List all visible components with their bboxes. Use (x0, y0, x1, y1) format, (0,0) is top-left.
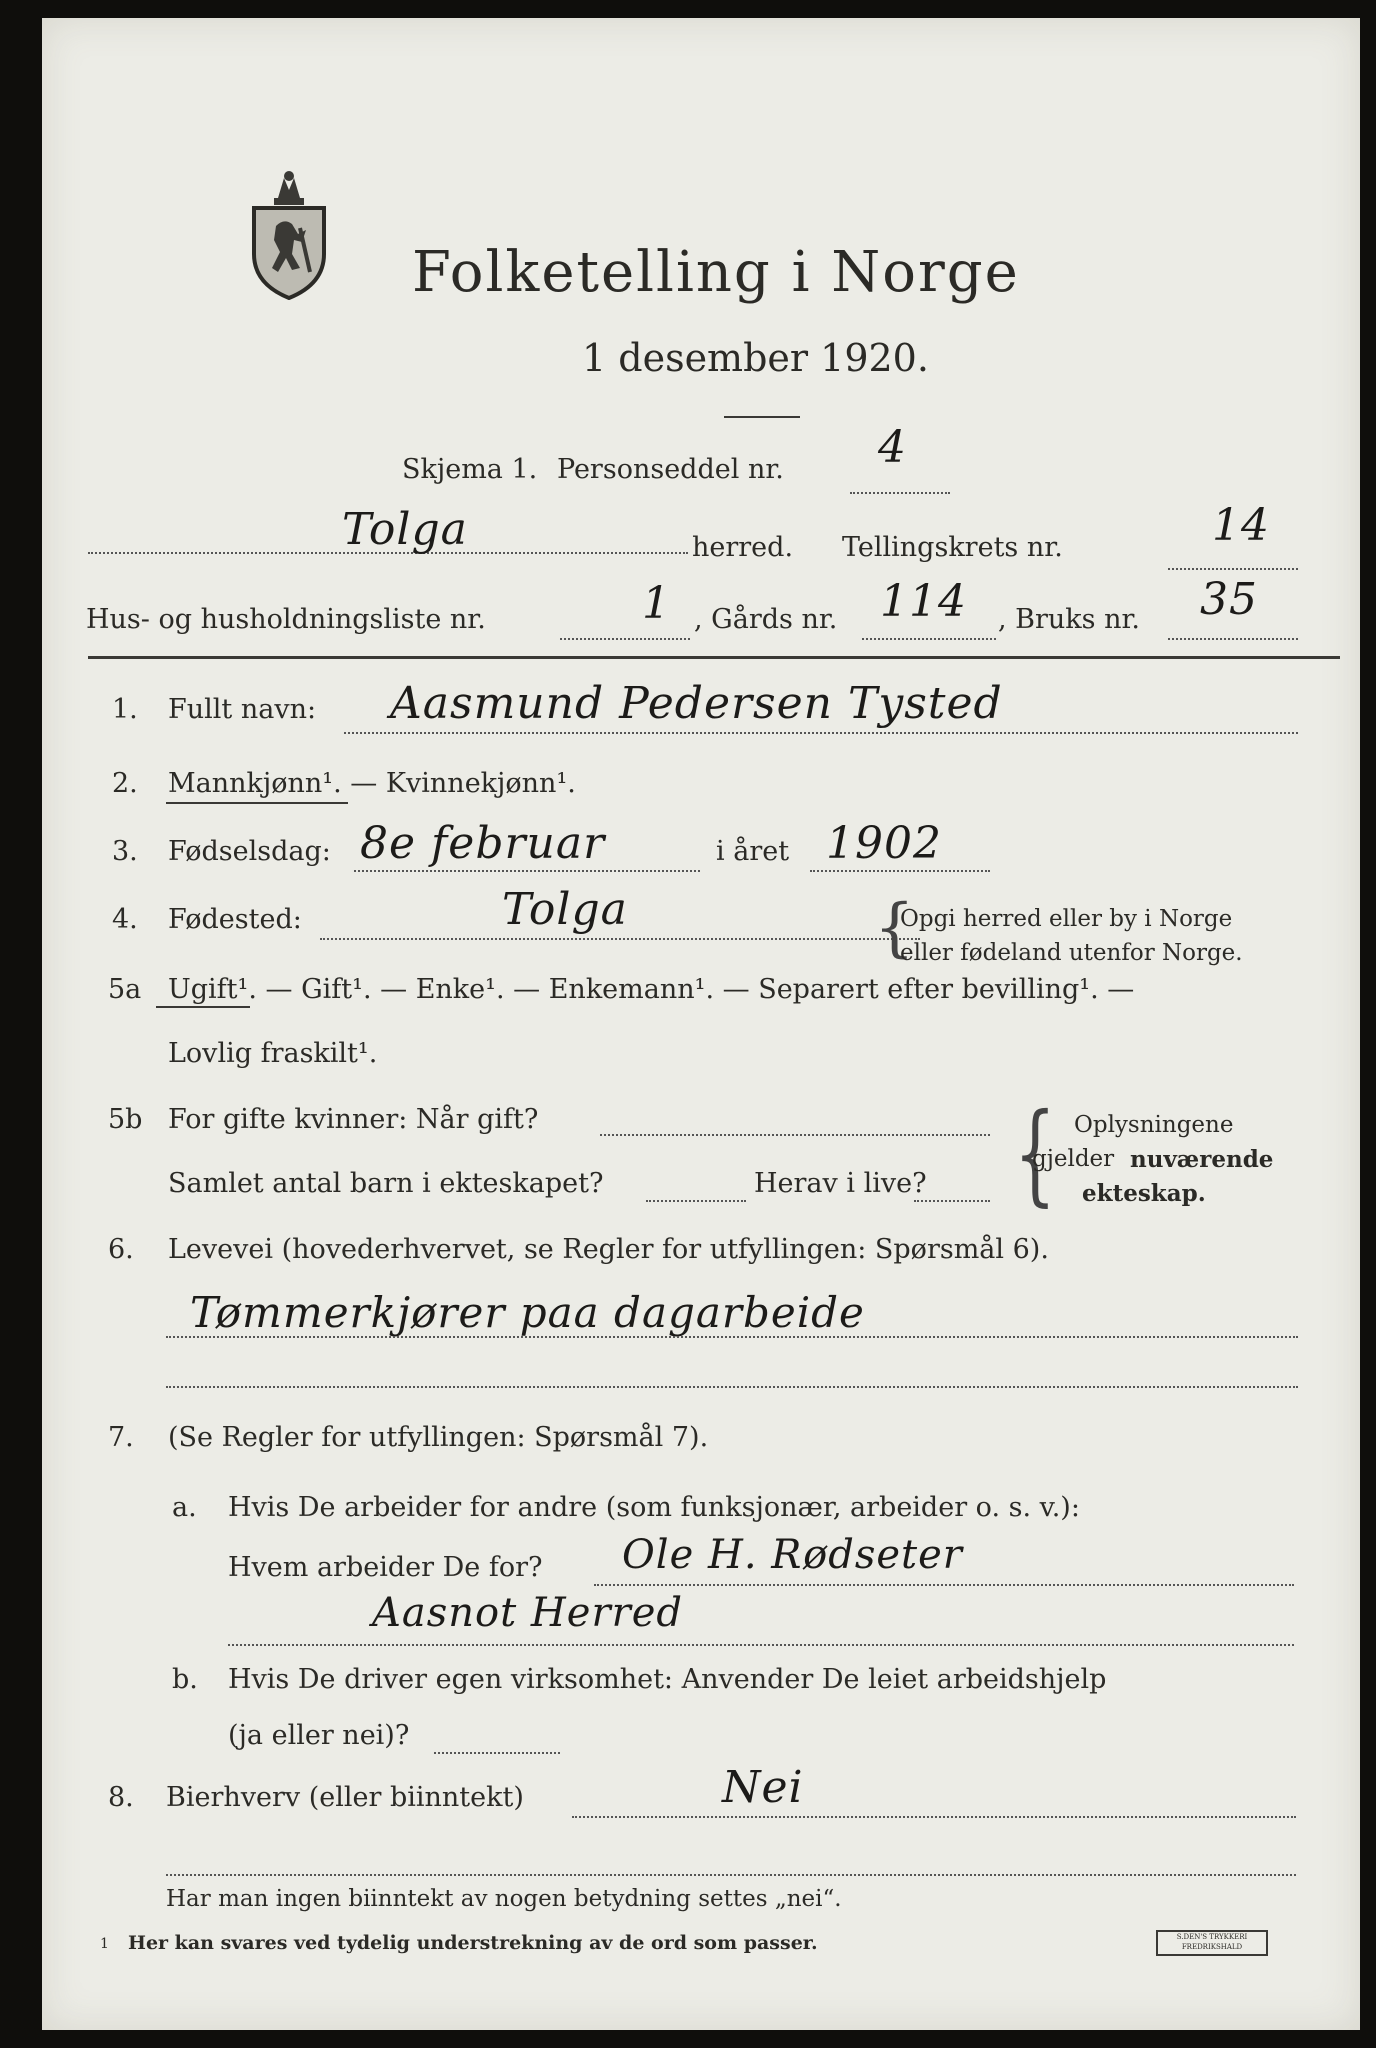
children-line (646, 1200, 746, 1202)
q7b-line2: (ja eller nei)? (228, 1720, 410, 1751)
marital-status-options-line2: Lovlig fraskilt¹. (168, 1038, 378, 1069)
q7a-line1: Hvis De arbeider for andre (som funksjonær, arbeider o. s. v.): (228, 1492, 1080, 1523)
q8-label: Bierhverv (eller biinntekt) (166, 1782, 524, 1813)
husliste-value: 1 (642, 578, 671, 629)
occupation-line2 (166, 1386, 1298, 1388)
form-title: Folketelling i Norge (412, 240, 1020, 305)
q7a-line2: Hvem arbeider De for? (228, 1552, 543, 1583)
q5b-line1: For gifte kvinner: Når gift? (168, 1104, 539, 1135)
q3-number: 3. (112, 836, 138, 867)
q7b-letter: b. (172, 1664, 198, 1695)
q5b-note1: Oplysningene (1074, 1112, 1234, 1138)
q1-number: 1. (112, 694, 138, 725)
no-income-note: Har man ingen biinntekt av nogen betydning settes „nei“. (166, 1886, 842, 1912)
title-divider (724, 416, 800, 418)
q6-number: 6. (108, 1234, 134, 1265)
q1-label: Fullt navn: (168, 694, 317, 725)
q6-label: Levevei (hovederhvervet, se Regler for utfyllingen: Spørsmål 6). (168, 1234, 1049, 1265)
birthdate-value: 8e februar (360, 818, 606, 869)
q7b-line1: Hvis De driver egen virksomhet: Anvender De leiet arbeidshjelp (228, 1664, 1107, 1695)
q5b-number: 5b (108, 1104, 143, 1135)
gender-options: Mannkjønn¹. — Kvinnekjønn¹. (168, 768, 576, 799)
q7-label: (Se Regler for utfyllingen: Spørsmål 7). (168, 1422, 709, 1453)
bruks-value: 35 (1200, 574, 1258, 625)
marital-underline (156, 1006, 250, 1008)
husliste-line (560, 638, 690, 640)
gender-underline (166, 802, 348, 804)
q3-label: Fødselsdag: (168, 836, 331, 867)
year-line (810, 870, 990, 872)
employer-value2: Aasnot Herred (372, 1590, 683, 1636)
side-income-value: Nei (722, 1762, 804, 1813)
q5b-children-label: Samlet antal barn i ekteskapet? (168, 1168, 604, 1199)
occupation-line1 (166, 1336, 1298, 1338)
tellingskrets-value: 14 (1212, 500, 1270, 551)
skjema-label: Skjema 1. (402, 454, 538, 485)
tellingskrets-line (1168, 568, 1298, 570)
gards-label: , Gårds nr. (694, 604, 838, 635)
tellingskrets-label: Tellingskrets nr. (842, 532, 1063, 563)
q5b-note2a: gjelder (1032, 1146, 1115, 1172)
gards-line (862, 638, 996, 640)
q5b-living-label: Herav i live? (754, 1168, 927, 1199)
birthplace-value: Tolga (502, 884, 628, 935)
q8-line2 (166, 1874, 1296, 1876)
printer-stamp: S.DEN'S TRYKKERI FREDRIKSHALD (1156, 1930, 1268, 1956)
employer-line2 (228, 1644, 1294, 1646)
census-form (42, 18, 1360, 2030)
q7a-letter: a. (172, 1492, 197, 1523)
q4-label: Fødested: (168, 904, 302, 935)
personseddel-label: Personseddel nr. (557, 454, 784, 485)
q5b-note3: ekteskap. (1082, 1180, 1206, 1207)
footnote-text: Her kan svares ved tydelig understrekning av de ord som passer. (128, 1932, 818, 1954)
employer-line1 (594, 1584, 1294, 1586)
living-line (914, 1200, 990, 1202)
q3-line (354, 870, 700, 872)
q4-note-line1: Opgi herred eller by i Norge (900, 906, 1233, 932)
full-name-value: Aasmund Pedersen Tysted (390, 678, 1003, 729)
q1-line (344, 732, 1298, 734)
year-label: i året (716, 836, 790, 867)
q4-note-line2: eller fødeland utenfor Norge. (900, 940, 1243, 966)
norway-coat-of-arms (248, 168, 330, 300)
bruks-line (1168, 638, 1298, 640)
birth-year-value: 1902 (826, 818, 942, 869)
footnote-mark: 1 (100, 1936, 109, 1952)
q7-number: 7. (108, 1422, 134, 1453)
herred-value: Tolga (342, 504, 468, 555)
employer-value1: Ole H. Rødseter (622, 1532, 963, 1578)
personseddel-line (850, 492, 950, 494)
married-when-line (600, 1134, 990, 1136)
census-date: 1 desember 1920. (582, 336, 929, 380)
q4-brace: { (874, 891, 915, 965)
q4-number: 4. (112, 904, 138, 935)
marital-status-options: Ugift¹. — Gift¹. — Enke¹. — Enkemann¹. — Separert efter bevilling¹. — (168, 974, 1135, 1005)
husliste-label: Hus- og husholdningsliste nr. (86, 604, 486, 635)
herred-label: herred. (692, 532, 794, 563)
q8-line (572, 1816, 1296, 1818)
occupation-value: Tømmerkjører paa dagarbeide (190, 1288, 865, 1337)
q7b-line (434, 1752, 560, 1754)
q5a-number: 5a (108, 974, 142, 1005)
gards-value: 114 (880, 576, 967, 627)
q5b-note2b: nuværende (1130, 1146, 1274, 1173)
bruks-label: , Bruks nr. (998, 604, 1141, 635)
q4-line (320, 938, 920, 940)
q2-number: 2. (112, 768, 138, 799)
personseddel-value: 4 (878, 422, 907, 473)
q5b-brace: { (1014, 1089, 1056, 1217)
q8-number: 8. (108, 1782, 134, 1813)
header-rule (88, 656, 1340, 659)
